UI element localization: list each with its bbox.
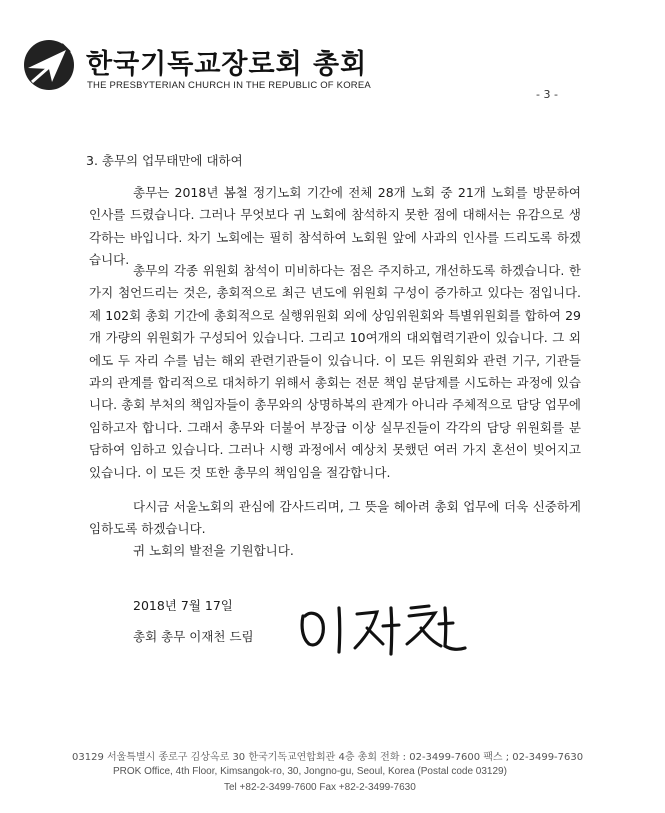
paragraph-2 (89, 260, 581, 484)
org-name-english: THE PRESBYTERIAN CHURCH IN THE REPUBLIC OF KOREA (87, 80, 371, 91)
paragraph-1 (89, 182, 581, 272)
footer-address-english: PROK Office, 4th Floor, Kimsangok-ro, 30, Jongno-gu, Seoul, Korea (Postal code 03129) (113, 766, 507, 777)
handwritten-signature (295, 600, 470, 658)
paragraph-text: 총무는 2018년 봄철 정기노회 기간에 전체 28개 노회 중 21개 노회를 방문하여 인사를 드렸습니다. 그러나 무엇보다 귀 노회에 참석하지 못한 점에 대해서는 유감으로 생각하는 바입니다. 차기 노회에는 필히 참석하여 노회원 앞에 사과의 인사를 드리도록 하겠습니다. (89, 185, 581, 268)
paragraph-3 (89, 496, 581, 541)
section-title: 3. 총무의 업무태만에 대하여 (86, 153, 243, 168)
letter-date: 2018년 7월 17일 (133, 598, 233, 613)
paragraph-text: 다시금 서울노회의 관심에 감사드리며, 그 뜻을 헤아려 총회 업무에 더욱 신중하게 임하도록 하겠습니다. (89, 499, 581, 537)
org-name: 한국기독교장로회 총회 (86, 49, 368, 80)
paragraph-4 (89, 540, 581, 562)
paragraph-text: 총무의 각종 위원회 참석이 미비하다는 점은 주지하고, 개선하도록 하겠습니다. 한 가지 첨언드리는 것은, 총회적으로 최근 년도에 위원회 구성이 증가하고 있다는 점입니다. 제 102회 총회 기간에 총회적으로 실행위원회 외에 상임위원회와 특별위원회를 합하여 29개 가량의 위원회가 구성되어 있습니다. 그리고 10여개의 대외협력기관이 있습니다. 그 외에도 두 자리 수를 넘는 해외 관련기관들이 있습니다. 이 모든 위원회와 관련 기구, 기관들과의 관계를 합리적으로 대처하기 위해서 총회는 전문 책임 분담제를 시도하는 과정에 있습니다. 총회 부처의 책임자들이 총무와의 상명하복의 관계가 아니라 주체적으로 담당 업무에 임하고자 합니다. 그래서 총무와 더불어 부장급 이상 실무진들이 각각의 담당 위원회를 분담하여 임하고 있습니다. 그러나 시행 과정에서 예상치 못했던 여러 가지 혼선이 빚어지고 있습니다. 이 모든 것 또한 총무의 책임임을 절감합니다. (89, 263, 581, 480)
church-logo-icon (22, 38, 76, 92)
footer-contact: Tel +82-2-3499-7600 Fax +82-2-3499-7630 (224, 782, 416, 793)
signer-line: 총회 총무 이재천 드림 (133, 629, 254, 644)
page-number: - 3 - (536, 88, 558, 101)
paragraph-text: 귀 노회의 발전을 기원합니다. (133, 543, 294, 558)
footer-address-korean: 03129 서울특별시 종로구 김상옥로 30 한국기독교연합회관 4층 총회 전화 : 02-3499-7600 팩스 ; 02-3499-7630 (72, 752, 584, 763)
